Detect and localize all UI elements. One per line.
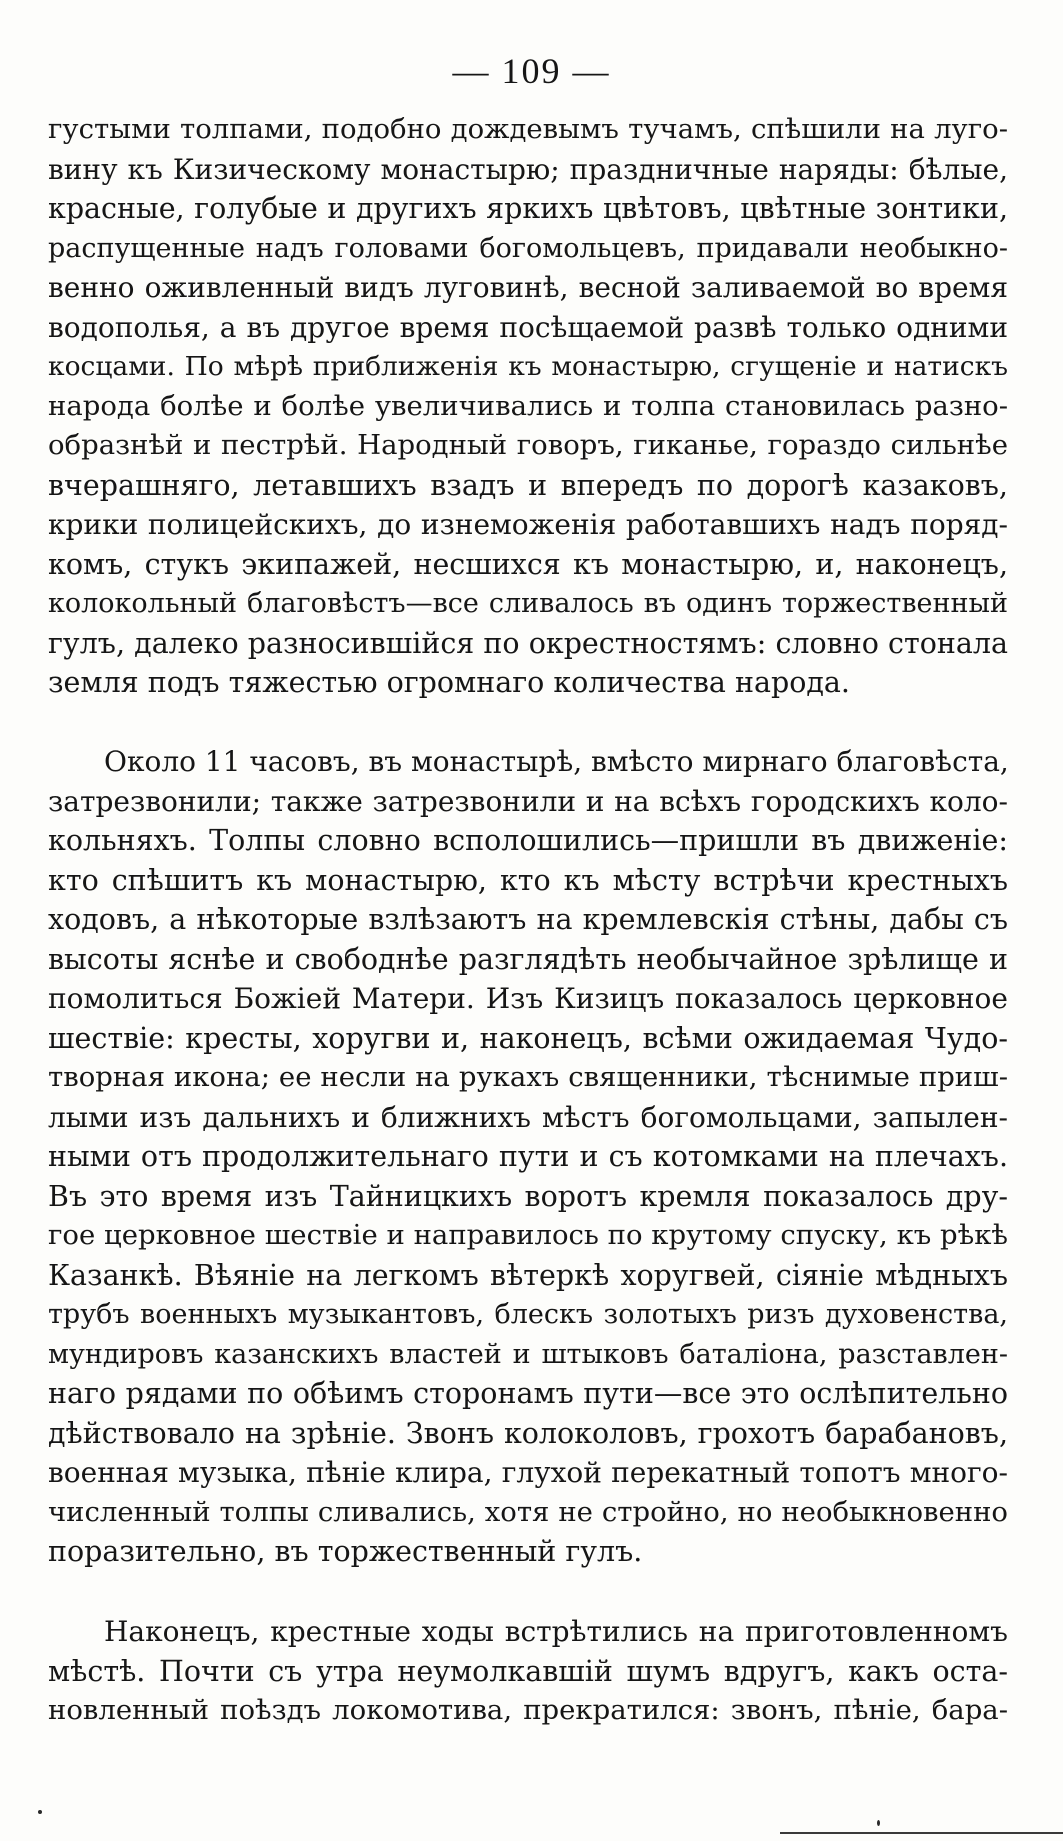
text-line: помолиться Божіей Матери. Изъ Кизицъ показалось церковное xyxy=(48,982,1008,1015)
text-line: венно оживленный видъ луговинѣ, весной заливаемой во время xyxy=(48,271,1008,304)
text-line: творная икона; ее несли на рукахъ священники, тѣснимые приш- xyxy=(48,1061,1008,1093)
text-line: шествіе: кресты, хоругви и, наконецъ, всѣми ожидаемая Чудо- xyxy=(48,1021,1008,1055)
text-line: ными отъ продолжительнаго пути и съ котомками на плечахъ. xyxy=(48,1140,1008,1173)
text-line: гулъ, далеко разносившійся по окрестностямъ: словно стонала xyxy=(48,626,1008,660)
text-line: земля подъ тяжестью огромнаго количества народа. xyxy=(48,666,850,699)
text-line: высоты яснѣе и свободнѣе разглядѣть необычайное зрѣлище и xyxy=(48,942,1008,976)
text-line: ходовъ, а нѣкоторые взлѣзаютъ на кремлевскія стѣны, дабы съ xyxy=(48,903,1008,936)
text-line: красные, голубые и другихъ яркихъ цвѣтовъ, цвѣтные зонтики, xyxy=(48,192,1008,225)
text-line: колокольный благовѣстъ—все сливалось въ одинъ торжественный xyxy=(48,588,1008,619)
text-line: распущенные надъ головами богомольцевъ, придавали необыкно- xyxy=(48,232,1008,264)
text-line: кольняхъ. Толпы словно всполошились—пришли въ движеніе: xyxy=(48,824,1008,857)
text-line: затрезвонили; также затрезвонили и на всѣхъ городскихъ коло- xyxy=(48,784,1008,818)
text-line: мѣстѣ. Почти съ утра неумолкавшій шумъ вдругъ, какъ оста- xyxy=(48,1654,1008,1688)
text-line: народа болѣе и болѣе увеличивались и толпа становилась разно- xyxy=(48,389,1008,422)
text-line: густыми толпами, подобно дождевымъ тучамъ, спѣшили на луго- xyxy=(48,113,1008,145)
text-line: мундировъ казанскихъ властей и штыковъ баталіона, разставлен- xyxy=(48,1338,1008,1370)
text-line: новленный поѣздъ локомотива, прекратился: звонъ, пѣніе, бара- xyxy=(48,1694,1008,1726)
text-line: образнѣй и пестрѣй. Народный говоръ, гиканье, гораздо сильнѣе xyxy=(48,429,1008,461)
text-line: Наконецъ, крестные ходы встрѣтились на приготовленномъ xyxy=(104,1615,1008,1648)
text-line: гое церковное шествіе и направилось по крутому спуску, къ рѣкѣ xyxy=(48,1219,1008,1251)
text-line: наго рядами по обѣимъ сторонамъ пути—все это ослѣпительно xyxy=(48,1377,1008,1410)
page-edge-rule xyxy=(780,1832,1063,1834)
text-line: военная музыка, пѣніе клира, глухой перекатный топотъ много- xyxy=(48,1456,1008,1489)
text-line: трубъ военныхъ музыкантовъ, блескъ золотыхъ ризъ духовенства, xyxy=(48,1299,1008,1330)
paragraph-1 xyxy=(48,110,1008,703)
text-line: крики полицейскихъ, до изнеможенія работавшихъ надъ поряд- xyxy=(48,508,1008,541)
text-line: вину къ Кизическому монастырю; праздничные наряды: бѣлые, xyxy=(48,152,1008,186)
text-line: комъ, стукъ экипажей, несшихся къ монастырю, и, наконецъ, xyxy=(48,547,1008,581)
text-line: вчерашняго, летавшихъ взадъ и впередъ по дорогѣ казаковъ, xyxy=(48,468,1008,502)
page-number: — 109 — xyxy=(452,51,611,91)
text-line: поразительно, въ торжественный гулъ. xyxy=(48,1535,643,1568)
paragraph-3 xyxy=(48,1612,1008,1731)
text-line: лыми изъ дальнихъ и ближнихъ мѣстъ богомольцами, запылен- xyxy=(48,1100,1008,1134)
text-line: кто спѣшитъ къ монастырю, кто къ мѣсту встрѣчи крестныхъ xyxy=(48,863,1008,897)
text-line: Въ это время изъ Тайницкихъ воротъ кремля показалось дру- xyxy=(48,1179,1008,1213)
text-line: водополья, а въ другое время посѣщаемой развѣ только одними xyxy=(48,310,1008,344)
text-line: косцами. По мѣрѣ приближенія къ монастырю, сгущеніе и натискъ xyxy=(48,351,1008,382)
text-line: дѣйствовало на зрѣніе. Звонъ колоколовъ, грохотъ барабановъ, xyxy=(48,1416,1008,1450)
text-line: численный толпы сливались, хотя не стройно, но необыкновенно xyxy=(48,1495,1008,1528)
paragraph-2 xyxy=(48,742,1008,1572)
text-line: Казанкѣ. Вѣяніе на легкомъ вѣтеркѣ хоругвей, сіяніе мѣдныхъ xyxy=(48,1258,1008,1292)
scan-speck xyxy=(38,1810,42,1814)
scan-speck xyxy=(877,1820,880,1826)
text-line: Около 11 часовъ, въ монастырѣ, вмѣсто мирнаго благовѣста, xyxy=(104,745,1009,778)
